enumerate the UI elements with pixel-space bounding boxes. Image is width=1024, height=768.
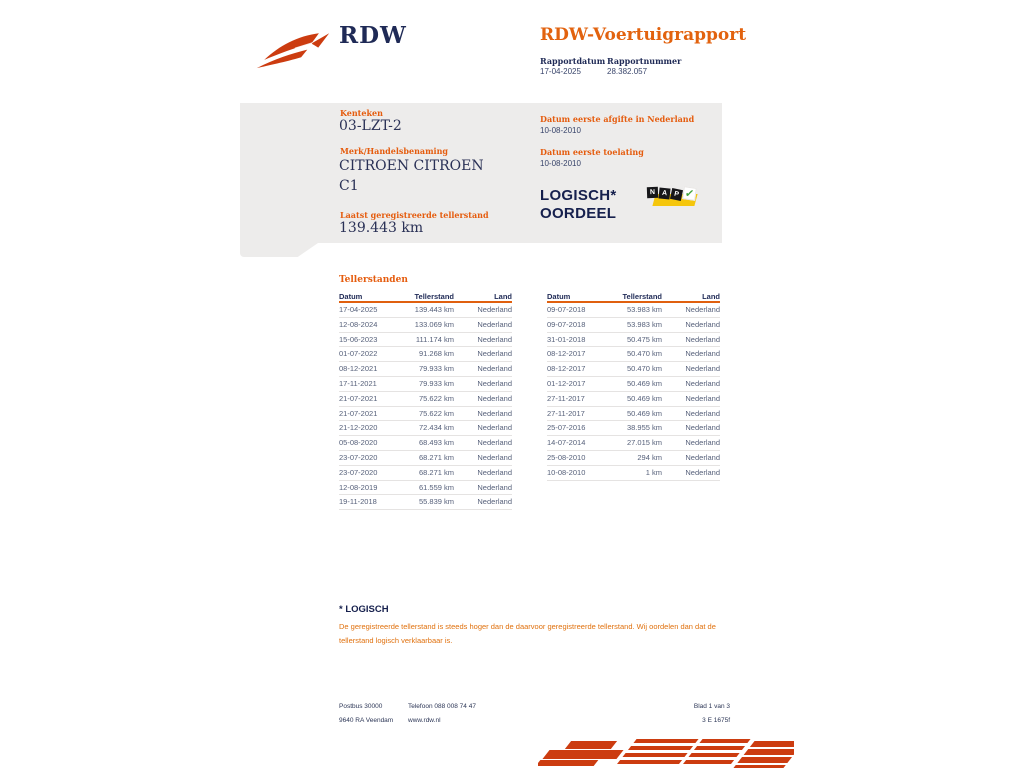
eerste-afgifte-label: Datum eerste afgifte in Nederland	[540, 114, 695, 124]
table-row	[547, 377, 720, 392]
table-cell: 05-08-2020	[339, 438, 378, 448]
table-cell: Nederland	[477, 319, 512, 329]
table-body	[547, 303, 720, 481]
nap-logo-icon	[647, 184, 699, 212]
merk-value: CITROEN CITROEN C1	[339, 158, 484, 194]
footer-city: 9640 RA Veendam	[339, 717, 394, 724]
table-cell: Nederland	[477, 423, 512, 433]
table-cell: Nederland	[477, 364, 512, 374]
table-row	[547, 362, 720, 377]
table-cell: 25-07-2016	[547, 423, 586, 433]
table-cell: 68.271 km	[418, 452, 454, 462]
rdw-bird-logo-icon	[254, 24, 336, 74]
table-cell: 133.069 km	[414, 319, 454, 329]
table-row	[339, 392, 512, 407]
table-cell: Nederland	[685, 452, 720, 462]
table-cell: Nederland	[685, 334, 720, 344]
table-cell: 68.493 km	[418, 438, 454, 448]
table-cell: 1 km	[645, 467, 662, 477]
table-row	[547, 466, 720, 481]
table-row	[339, 333, 512, 348]
table-row	[339, 466, 512, 481]
table-cell: Nederland	[477, 393, 512, 403]
rdw-wordmark: RDW	[339, 22, 407, 49]
footer-phone: Telefoon 088 008 74 47	[408, 703, 476, 710]
table-cell: 50.469 km	[626, 393, 662, 403]
table-cell: 38.955 km	[626, 423, 662, 433]
table-cell: 15-06-2023	[339, 334, 378, 344]
table-row	[547, 392, 720, 407]
column-header-datum: Datum	[547, 292, 571, 301]
nap-letter-a: A	[658, 187, 670, 199]
table-cell: 79.933 km	[418, 364, 454, 374]
table-cell: Nederland	[685, 438, 720, 448]
odometer-table-right	[547, 290, 720, 481]
rapportdatum-value: 17-04-2025	[540, 67, 581, 76]
rdw-stripes-decoration	[538, 737, 794, 768]
table-cell: 61.559 km	[418, 482, 454, 492]
table-row	[339, 303, 512, 318]
table-cell: 294 km	[637, 452, 662, 462]
table-cell: 50.475 km	[626, 334, 662, 344]
table-cell: 09-07-2018	[547, 305, 586, 314]
table-cell: 23-07-2020	[339, 452, 378, 462]
eerste-toelating-label: Datum eerste toelating	[540, 147, 644, 157]
table-cell: Nederland	[477, 305, 512, 314]
table-row	[339, 481, 512, 496]
vehicle-info-box-tab	[240, 243, 318, 257]
table-cell: Nederland	[685, 393, 720, 403]
column-header-tellerstand: Tellerstand	[622, 292, 662, 301]
table-cell: 21-07-2021	[339, 393, 378, 403]
table-cell: Nederland	[685, 319, 720, 329]
table-row	[547, 347, 720, 362]
table-cell: 08-12-2021	[339, 364, 378, 374]
oordeel-line1: LOGISCH*	[540, 187, 617, 204]
table-row	[547, 303, 720, 318]
column-header-tellerstand: Tellerstand	[414, 292, 454, 301]
table-cell: 09-07-2018	[547, 319, 586, 329]
table-cell: 12-08-2019	[339, 482, 378, 492]
table-row	[339, 436, 512, 451]
table-cell: Nederland	[685, 423, 720, 433]
table-cell: 53.983 km	[626, 319, 662, 329]
table-cell: Nederland	[477, 482, 512, 492]
table-cell: 08-12-2017	[547, 349, 586, 359]
table-body	[339, 303, 512, 510]
table-row	[339, 451, 512, 466]
table-header-row	[339, 290, 512, 303]
logisch-note-text: De geregistreerde tellerstand is steeds hoger dan de daarvoor geregistreerde tellerstand. Wij oordelen dan dat de tellerstand logisch verklaarbaar is.	[339, 622, 716, 645]
table-cell: 27-11-2017	[547, 408, 585, 418]
table-cell: 68.271 km	[418, 467, 454, 477]
table-cell: 19-11-2018	[339, 497, 377, 507]
table-row	[547, 333, 720, 348]
table-row	[339, 318, 512, 333]
column-header-datum: Datum	[339, 292, 363, 301]
tellerstanden-heading: Tellerstanden	[339, 275, 408, 285]
laatste-tellerstand-value: 139.443 km	[339, 220, 424, 236]
table-row	[339, 421, 512, 436]
table-cell: 17-04-2025	[339, 305, 378, 314]
table-cell: Nederland	[477, 467, 512, 477]
footer-address	[339, 700, 393, 728]
oordeel-line2: OORDEEL	[540, 204, 617, 222]
table-header-row	[547, 290, 720, 303]
table-cell: 08-12-2017	[547, 364, 586, 374]
eerste-toelating-value: 10-08-2010	[540, 159, 581, 168]
table-cell: 23-07-2020	[339, 467, 378, 477]
report-title: RDW-Voertuigrapport	[540, 25, 747, 45]
table-cell: Nederland	[477, 497, 512, 507]
table-cell: 55.839 km	[418, 497, 454, 507]
table-cell: 91.268 km	[418, 349, 454, 359]
table-row	[547, 451, 720, 466]
table-cell: Nederland	[685, 305, 720, 314]
table-cell: 72.434 km	[418, 423, 454, 433]
table-cell: 01-12-2017	[547, 378, 586, 388]
table-cell: Nederland	[477, 438, 512, 448]
table-cell: Nederland	[477, 452, 512, 462]
table-row	[339, 377, 512, 392]
rapportnummer-value: 28.382.057	[607, 67, 648, 76]
table-cell: 50.470 km	[626, 364, 662, 374]
logisch-note-title: * LOGISCH	[339, 604, 389, 615]
rapportdatum-label: Rapportdatum	[540, 56, 606, 66]
eerste-afgifte-value: 10-08-2010	[540, 126, 581, 135]
footer-postbus: Postbus 30000	[339, 703, 383, 710]
table-row	[547, 436, 720, 451]
table-row	[547, 318, 720, 333]
footer-website: www.rdw.nl	[408, 717, 441, 724]
table-cell: Nederland	[685, 364, 720, 374]
table-cell: 139.443 km	[414, 305, 454, 314]
footer-contact	[408, 700, 476, 728]
table-cell: 27.015 km	[626, 438, 662, 448]
merk-label: Merk/Handelsbenaming	[340, 146, 449, 156]
table-cell: 50.469 km	[626, 378, 662, 388]
table-cell: 111.174 km	[415, 334, 454, 344]
nap-checkmark-icon: ✓	[682, 186, 697, 201]
logisch-oordeel-badge	[540, 187, 617, 222]
table-row	[339, 407, 512, 422]
table-cell: 31-01-2018	[547, 334, 586, 344]
table-cell: 27-11-2017	[547, 393, 585, 403]
table-cell: 14-07-2014	[547, 438, 586, 448]
table-cell: 53.983 km	[626, 305, 662, 314]
table-cell: Nederland	[685, 349, 720, 359]
table-cell: 12-08-2024	[339, 319, 378, 329]
table-cell: Nederland	[477, 408, 512, 418]
table-cell: 10-08-2010	[547, 467, 586, 477]
table-cell: 21-07-2021	[339, 408, 378, 418]
table-cell: Nederland	[477, 334, 512, 344]
table-cell: 01-07-2022	[339, 349, 378, 359]
table-cell: 75.622 km	[418, 408, 454, 418]
nap-letter-p: P	[670, 188, 683, 201]
table-cell: Nederland	[477, 349, 512, 359]
odometer-table-left	[339, 290, 512, 510]
table-cell: Nederland	[685, 467, 720, 477]
table-cell: 50.470 km	[626, 349, 662, 359]
kenteken-label: Kenteken	[340, 108, 383, 118]
table-cell: Nederland	[685, 408, 720, 418]
footer-page-number: Blad 1 van 3	[693, 703, 730, 710]
table-cell: 75.622 km	[418, 393, 454, 403]
table-cell: 17-11-2021	[339, 378, 377, 388]
nap-letter-n: N	[647, 187, 658, 198]
table-row	[547, 421, 720, 436]
table-cell: Nederland	[685, 378, 720, 388]
column-header-land: Land	[702, 292, 720, 301]
kenteken-value: 03-LZT-2	[339, 118, 402, 134]
column-header-land: Land	[494, 292, 512, 301]
rapportnummer-label: Rapportnummer	[607, 56, 682, 66]
table-row	[339, 347, 512, 362]
table-cell: 79.933 km	[418, 378, 454, 388]
table-cell: 50.469 km	[626, 408, 662, 418]
table-cell: 25-08-2010	[547, 452, 586, 462]
table-row	[547, 407, 720, 422]
footer-form-code: 3 E 1675f	[702, 717, 730, 724]
table-row	[339, 495, 512, 510]
table-row	[339, 362, 512, 377]
table-cell: Nederland	[477, 378, 512, 388]
table-cell: 21-12-2020	[339, 423, 378, 433]
laatste-tellerstand-label: Laatst geregistreerde tellerstand	[340, 210, 489, 220]
footer-page-info	[630, 700, 730, 728]
